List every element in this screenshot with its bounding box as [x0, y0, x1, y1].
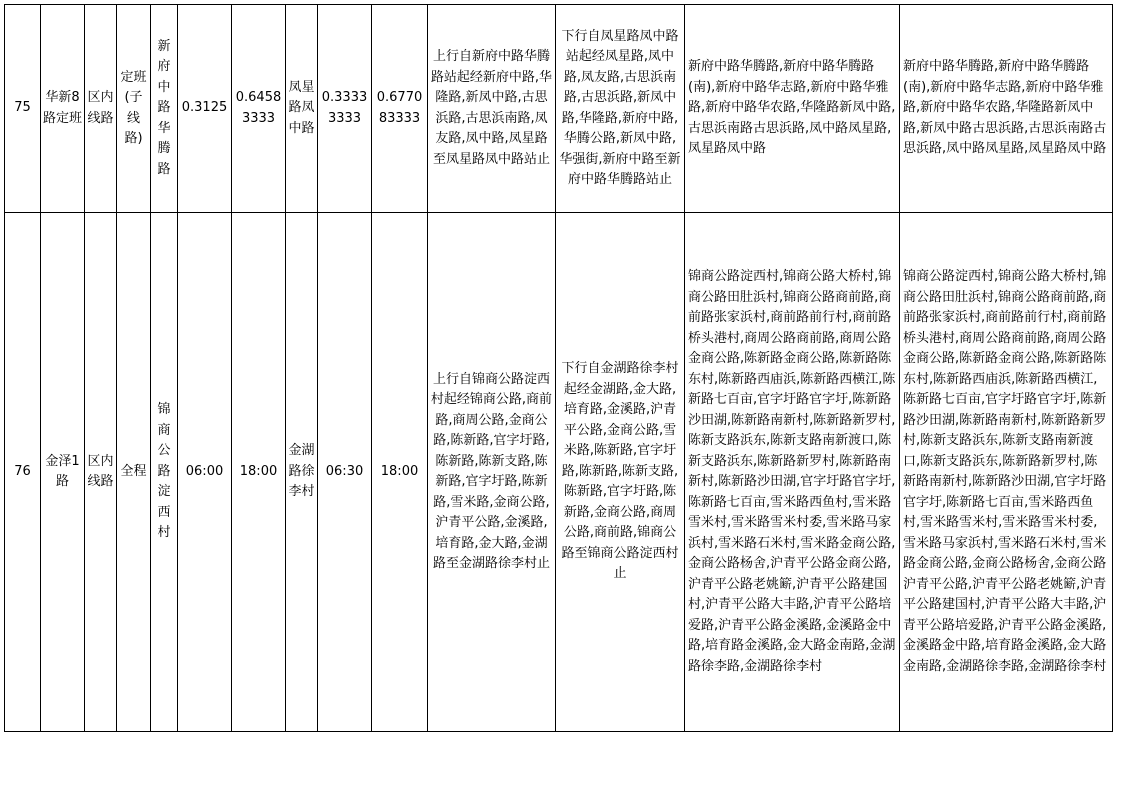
- start-last-departure: 18:00: [232, 213, 286, 732]
- bus-route-table: [4, 4, 1113, 732]
- route-name: 华新8路定班: [41, 5, 85, 213]
- route-type: 区内线路: [85, 5, 117, 213]
- up-route-description: 上行自新府中路华腾路站起经新府中路,华隆路,新凤中路,古思浜路,古思浜南路,凤友路,凤中路,凤星路至凤星路凤中路站止: [428, 5, 556, 213]
- route-number: 75: [5, 5, 41, 213]
- start-first-departure: 0.3125: [178, 5, 232, 213]
- start-terminal: 新府中路华腾路: [151, 5, 178, 213]
- start-terminal: 锦商公路淀西村: [151, 213, 178, 732]
- end-terminal: 凤星路凤中路: [286, 5, 318, 213]
- route-name: 金泽1路: [41, 213, 85, 732]
- end-terminal: 金湖路徐李村: [286, 213, 318, 732]
- service-mode: 全程: [117, 213, 151, 732]
- down-stops: 新府中路华腾路,新府中路华腾路(南),新府中路华志路,新府中路华雅路,新府中路华农路,华隆路新凤中路,新凤中路古思浜路,古思浜南路古思浜路,凤中路凤星路,凤星路凤中路: [900, 5, 1113, 213]
- route-type: 区内线路: [85, 213, 117, 732]
- route-number: 76: [5, 213, 41, 732]
- end-first-departure: 06:30: [318, 213, 372, 732]
- down-route-description: 下行自凤星路凤中路站起经凤星路,凤中路,凤友路,古思浜南路,古思浜路,新凤中路,华隆路,新府中路,华腾公路,新凤中路,华强街,新府中路至新府中路华腾路站止: [556, 5, 685, 213]
- start-last-departure: 0.64583333: [232, 5, 286, 213]
- up-stops: 锦商公路淀西村,锦商公路大桥村,锦商公路田肚浜村,锦商公路商前路,商前路张家浜村,商前路前行村,商前路桥头港村,商周公路商前路,商周公路金商公路,陈新路金商公路,陈新路陈东村,陈新路西庙浜,陈新路西横江,陈新路七百亩,官字圩路官字圩,陈新路沙田湖,陈新路南新村,陈新路新罗村,陈新支路浜东,陈新支路南新渡口,陈新支路浜东,陈新路新罗村,陈新路南新村,陈新路沙田湖,官字圩路官字圩,陈新路七百亩,雪米路西鱼村,雪米路雪米村,雪米路雪米村委,雪米路马家浜村,雪米路石米村,雪米路金商公路,金商公路杨舍,沪青平公路金商公路,沪青平公路老姚簖,沪青平公路建国村,沪青平公路大丰路,沪青平公路培爱路,沪青平公路金溪路,金溪路金中路,培育路金溪路,金大路金南路,金湖路徐李路,金湖路徐李村: [685, 213, 900, 732]
- end-last-departure: 18:00: [372, 213, 428, 732]
- table-row: [5, 213, 1113, 732]
- down-route-description: 下行自金湖路徐李村起经金湖路,金大路,培育路,金溪路,沪青平公路,金商公路,雪米路,陈新路,官字圩路,陈新路,陈新支路,陈新路,官字圩路,陈新路,金商公路,商周公路,商前路,锦商公路至锦商公路淀西村止: [556, 213, 685, 732]
- down-stops: 锦商公路淀西村,锦商公路大桥村,锦商公路田肚浜村,锦商公路商前路,商前路张家浜村,商前路前行村,商前路桥头港村,商周公路商前路,商周公路金商公路,陈新路金商公路,陈新路陈东村,陈新路西庙浜,陈新路西横江,陈新路七百亩,官字圩路官字圩,陈新路沙田湖,陈新路南新村,陈新路新罗村,陈新支路浜东,陈新支路南新渡口,陈新支路浜东,陈新路新罗村,陈新路南新村,陈新路沙田湖,官字圩路官字圩,陈新路七百亩,雪米路西鱼村,雪米路雪米村,雪米路雪米村委,雪米路马家浜村,雪米路石米村,雪米路金商公路,金商公路杨舍,金商公路沪青平公路,沪青平公路老姚簖,沪青平公路建国村,沪青平公路大丰路,沪青平公路培爱路,沪青平公路金溪路,金溪路金中路,培育路金溪路,金大路金南路,金湖路徐李路,金湖路徐李村: [900, 213, 1113, 732]
- up-route-description: 上行自锦商公路淀西村起经锦商公路,商前路,商周公路,金商公路,陈新路,官字圩路,陈新路,陈新支路,陈新路,官字圩路,陈新路,雪米路,金商公路,沪青平公路,金溪路,培育路,金大路,金湖路至金湖路徐李村止: [428, 213, 556, 732]
- end-first-departure: 0.33333333: [318, 5, 372, 213]
- up-stops: 新府中路华腾路,新府中路华腾路(南),新府中路华志路,新府中路华雅路,新府中路华农路,华隆路新凤中路,古思浜南路古思浜路,凤中路凤星路,凤星路凤中路: [685, 5, 900, 213]
- end-last-departure: 0.677083333: [372, 5, 428, 213]
- start-first-departure: 06:00: [178, 213, 232, 732]
- table-row: [5, 5, 1113, 213]
- service-mode: 定班(子线路): [117, 5, 151, 213]
